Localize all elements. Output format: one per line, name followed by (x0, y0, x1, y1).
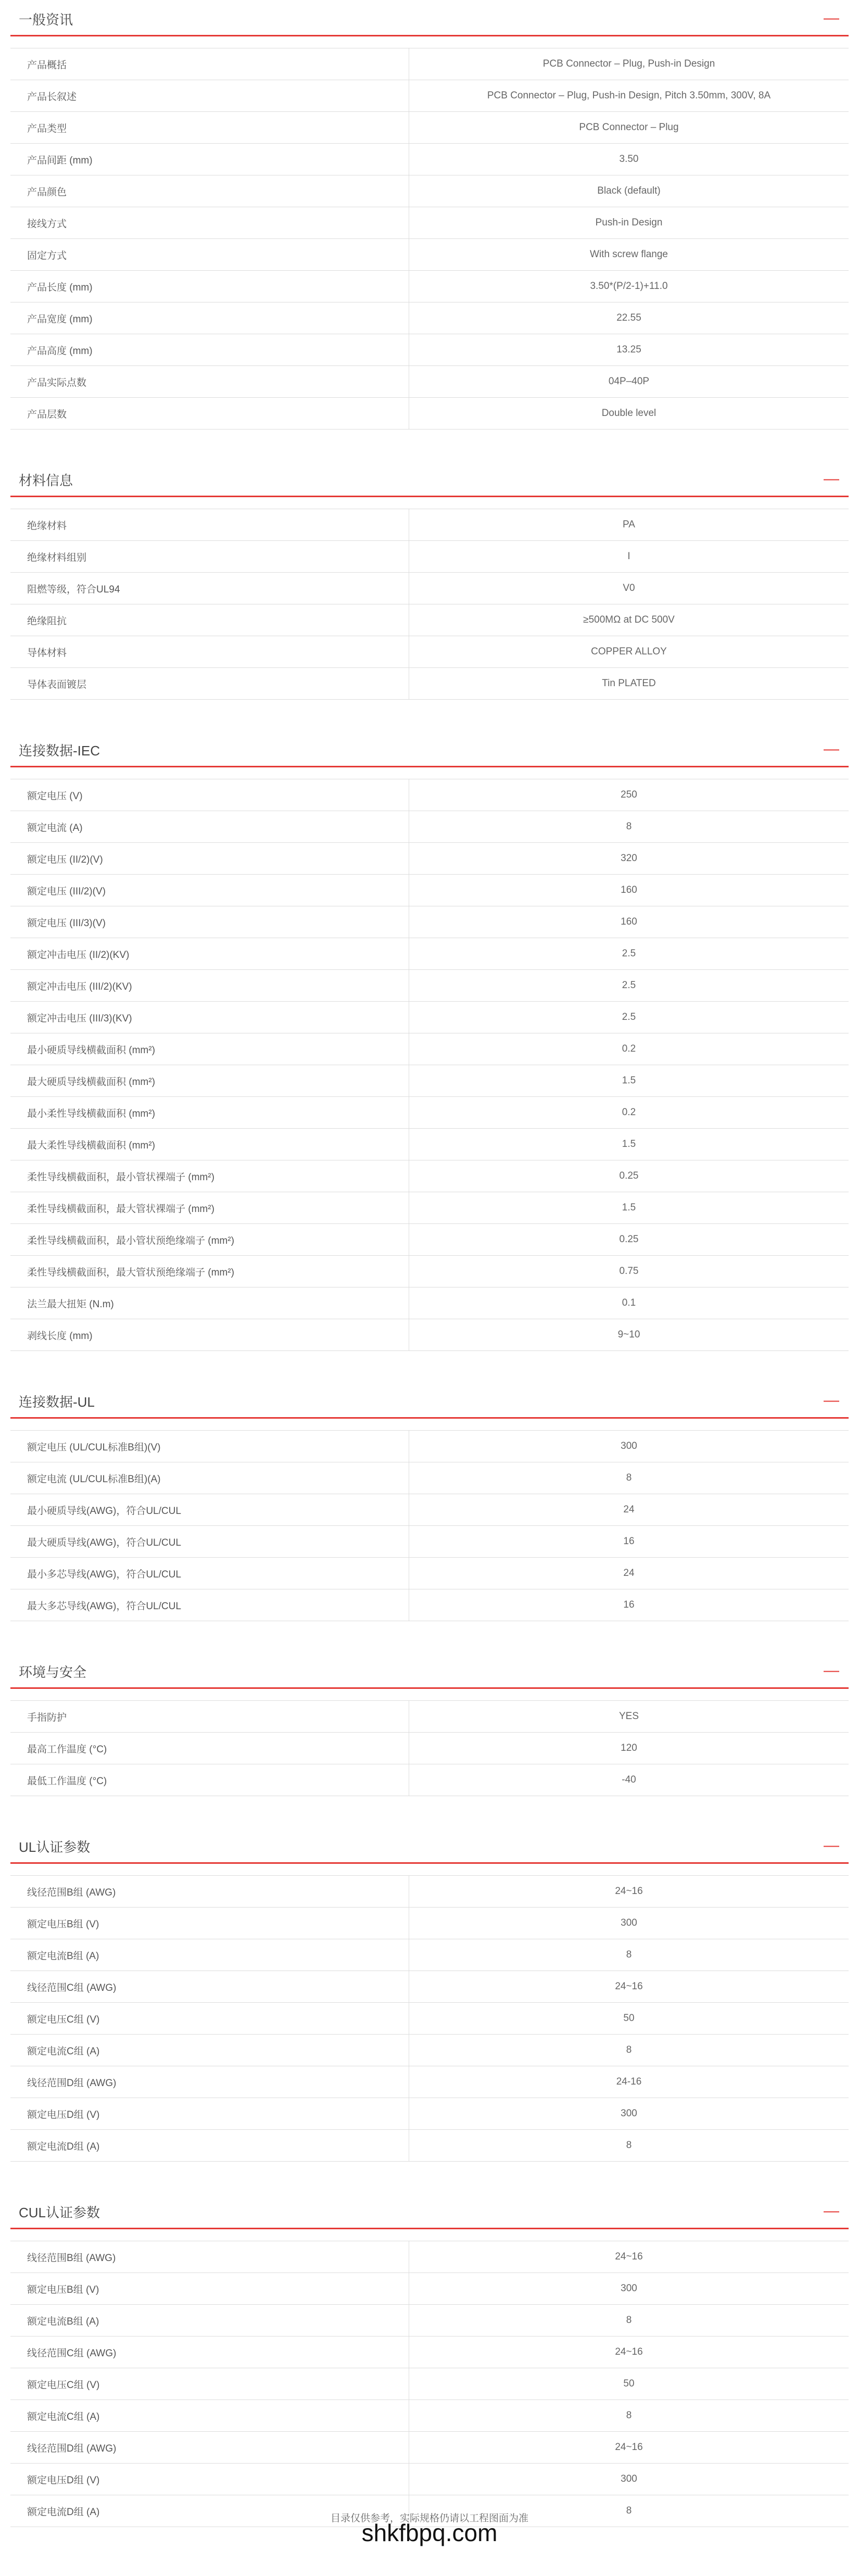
table-row (10, 1192, 849, 1224)
section-spacer (0, 700, 859, 731)
spec-value: 0.1 (622, 1297, 636, 1308)
spec-label: 额定冲击电压 (III/3)(KV) (10, 1002, 409, 1033)
spec-label: 产品层数 (10, 398, 409, 429)
spec-value: 2.5 (622, 980, 636, 991)
spec-label: 线径范围B组 (AWG) (10, 2241, 409, 2272)
spec-value: 8 (626, 2410, 632, 2421)
table-row (10, 2400, 849, 2432)
table-row (10, 668, 849, 700)
spec-table (10, 509, 849, 700)
section-spacer (0, 1796, 859, 1827)
site-watermark: shkfbpq.com (361, 2519, 498, 2546)
collapse-icon[interactable]: — (824, 9, 839, 27)
spec-label: 最低工作温度 (°C) (10, 1764, 409, 1796)
spec-label: 接线方式 (10, 207, 409, 238)
table-row (10, 2464, 849, 2495)
spec-table (10, 1430, 849, 1621)
spec-value: 300 (621, 1441, 637, 1451)
spec-value: 8 (626, 821, 632, 832)
spec-value: 16 (623, 1599, 635, 1610)
table-row (10, 1319, 849, 1351)
spec-value: 8 (626, 2044, 632, 2055)
spec-table (10, 2241, 849, 2527)
section-title: 环境与安全 (19, 1664, 87, 1680)
spec-label: 额定电流B组 (A) (10, 2305, 409, 2336)
table-row (10, 541, 849, 573)
spec-value: 24-16 (616, 2076, 642, 2087)
table-row (10, 2241, 849, 2273)
footer-disclaimer: 目录仅供参考，实际规格仍请以工程图面为准 (330, 2513, 528, 2524)
spec-label: 固定方式 (10, 239, 409, 270)
spec-label: 额定电压 (III/3)(V) (10, 906, 409, 938)
table-row (10, 2003, 849, 2035)
spec-value: 3.50 (619, 154, 639, 165)
spec-label: 最大多芯导线(AWG)，符合UL/CUL (10, 1589, 409, 1621)
spec-value: -40 (622, 1774, 636, 1785)
table-row (10, 1876, 849, 1908)
spec-label: 额定电压B组 (V) (10, 2273, 409, 2304)
table-row (10, 1462, 849, 1494)
spec-label: 产品宽度 (mm) (10, 302, 409, 334)
spec-label: 绝缘阻抗 (10, 604, 409, 636)
table-row (10, 2066, 849, 2098)
collapse-icon[interactable]: — (824, 1392, 839, 1409)
spec-section (10, 1827, 849, 2162)
spec-label: 柔性导线横截面积，最大管状预绝缘端子 (mm²) (10, 1256, 409, 1287)
table-row (10, 1160, 849, 1192)
collapse-icon[interactable]: — (824, 2202, 839, 2219)
section-title: 连接数据-IEC (19, 743, 100, 759)
table-row (10, 175, 849, 207)
section-spacer (0, 1351, 859, 1382)
spec-value: 1.5 (622, 1139, 636, 1150)
spec-value: 8 (626, 2315, 632, 2326)
spec-table (10, 48, 849, 430)
spec-value: 250 (621, 789, 637, 800)
spec-label: 产品长叙述 (10, 80, 409, 111)
spec-label: 额定冲击电压 (II/2)(KV) (10, 938, 409, 969)
spec-label: 产品长度 (mm) (10, 271, 409, 302)
spec-value: 8 (626, 1949, 632, 1960)
table-row (10, 779, 849, 811)
section-header[interactable] (10, 0, 849, 36)
spec-label: 产品概括 (10, 48, 409, 80)
spec-label: 产品颜色 (10, 175, 409, 207)
table-row (10, 2035, 849, 2066)
spec-label: 最高工作温度 (°C) (10, 1733, 409, 1764)
spec-label: 最小硬质导线(AWG)，符合UL/CUL (10, 1494, 409, 1525)
spec-value: 160 (621, 885, 637, 895)
spec-value: 1.5 (622, 1075, 636, 1086)
spec-value: COPPER ALLOY (591, 646, 667, 657)
table-row (10, 1526, 849, 1558)
spec-label: 额定电流D组 (A) (10, 2130, 409, 2161)
spec-label: 最小硬质导线横截面积 (mm²) (10, 1033, 409, 1065)
spec-label: 额定电流C组 (A) (10, 2035, 409, 2066)
spec-section (10, 1382, 849, 1621)
spec-label: 产品高度 (mm) (10, 334, 409, 365)
spec-label: 额定电压 (UL/CUL标准B组)(V) (10, 1431, 409, 1462)
spec-value: 8 (626, 2140, 632, 2151)
spec-value: 8 (626, 1472, 632, 1483)
table-row (10, 1733, 849, 1764)
table-row (10, 239, 849, 271)
spec-value: 13.25 (616, 344, 641, 355)
spec-label: 额定电压C组 (V) (10, 2003, 409, 2034)
spec-label: 最小柔性导线横截面积 (mm²) (10, 1097, 409, 1128)
spec-label: 产品间距 (mm) (10, 144, 409, 175)
spec-value: 0.2 (622, 1043, 636, 1054)
table-row (10, 811, 849, 843)
spec-section (10, 461, 849, 700)
spec-label: 产品类型 (10, 112, 409, 143)
table-row (10, 1033, 849, 1065)
spec-label: 额定电压 (II/2)(V) (10, 843, 409, 874)
spec-label: 最大硬质导线(AWG)，符合UL/CUL (10, 1526, 409, 1557)
table-row (10, 366, 849, 398)
spec-value: 300 (621, 2283, 637, 2294)
section-spacer (0, 1621, 859, 1652)
spec-label: 最大硬质导线横截面积 (mm²) (10, 1065, 409, 1096)
spec-label: 额定电压 (V) (10, 779, 409, 811)
spec-value: 50 (623, 2013, 635, 2024)
spec-label: 法兰最大扭矩 (N.m) (10, 1287, 409, 1319)
table-row (10, 1908, 849, 1939)
section-title: UL认证参数 (19, 1839, 91, 1855)
section-header[interactable] (10, 1652, 849, 1689)
spec-label: 手指防护 (10, 1701, 409, 1732)
spec-label: 绝缘材料 (10, 509, 409, 540)
table-row (10, 1971, 849, 2003)
spec-value: 3.50*(P/2-1)+11.0 (590, 281, 668, 292)
table-row (10, 271, 849, 302)
spec-value: Double level (601, 408, 656, 419)
table-row (10, 875, 849, 906)
spec-section (10, 1652, 849, 1796)
table-row (10, 636, 849, 668)
spec-value: 300 (621, 2108, 637, 2119)
spec-value: 24 (623, 1568, 635, 1579)
section-title: 一般资讯 (19, 12, 73, 28)
table-row (10, 2098, 849, 2130)
spec-value: PA (623, 519, 635, 530)
table-row (10, 1431, 849, 1462)
section-title: 材料信息 (19, 473, 73, 488)
spec-label: 最大柔性导线横截面积 (mm²) (10, 1129, 409, 1160)
spec-label: 额定电压C组 (V) (10, 2368, 409, 2400)
table-row (10, 334, 849, 366)
spec-table (10, 1700, 849, 1796)
table-row (10, 398, 849, 430)
spec-label: 额定电流 (UL/CUL标准B组)(A) (10, 1462, 409, 1494)
spec-value: 8 (626, 2505, 632, 2516)
spec-value: PCB Connector – Plug (579, 122, 679, 133)
table-row (10, 938, 849, 970)
spec-section (10, 731, 849, 1351)
collapse-icon[interactable]: — (824, 470, 839, 487)
table-row (10, 1589, 849, 1621)
table-row (10, 509, 849, 541)
spec-value: 50 (623, 2378, 635, 2389)
table-row (10, 112, 849, 144)
table-row (10, 1097, 849, 1129)
spec-value: PCB Connector – Plug, Push-in Design, Pitch 3.50mm, 300V, 8A (487, 90, 771, 101)
spec-value: 24~16 (615, 2442, 643, 2453)
table-row (10, 1764, 849, 1796)
section-header[interactable] (10, 1382, 849, 1419)
spec-value: 1.5 (622, 1202, 636, 1213)
table-row (10, 604, 849, 636)
spec-label: 额定电流B组 (A) (10, 1939, 409, 1971)
spec-value: 320 (621, 853, 637, 864)
section-header[interactable] (10, 2193, 849, 2229)
table-row (10, 573, 849, 604)
spec-label: 额定电压 (III/2)(V) (10, 875, 409, 906)
spec-label: 额定电流 (A) (10, 811, 409, 842)
spec-table (10, 1875, 849, 2162)
table-row (10, 1287, 849, 1319)
spec-section (10, 2193, 849, 2527)
spec-value: ≥500MΩ at DC 500V (583, 614, 675, 625)
spec-value: YES (618, 1711, 639, 1722)
table-row (10, 1065, 849, 1097)
spec-label: 最小多芯导线(AWG)，符合UL/CUL (10, 1558, 409, 1589)
spec-label: 导体表面镀层 (10, 668, 409, 699)
table-row (10, 1129, 849, 1160)
spec-label: 产品实际点数 (10, 366, 409, 397)
spec-value: 16 (623, 1536, 635, 1547)
spec-value: With screw flange (590, 249, 668, 260)
spec-value: 24~16 (615, 2346, 643, 2357)
table-row (10, 1701, 849, 1733)
section-spacer (0, 2162, 859, 2193)
table-row (10, 1939, 849, 1971)
spec-value: 0.25 (619, 1234, 639, 1245)
table-row (10, 906, 849, 938)
table-row (10, 970, 849, 1002)
spec-section (10, 0, 849, 430)
spec-label: 柔性导线横截面积，最小管状预绝缘端子 (mm²) (10, 1224, 409, 1255)
spec-value: Tin PLATED (602, 678, 656, 689)
spec-value: 24~16 (615, 1981, 643, 1992)
collapse-icon[interactable]: — (824, 740, 839, 757)
spec-value: Black (default) (597, 185, 661, 196)
table-row (10, 144, 849, 175)
table-row (10, 1256, 849, 1287)
spec-label: 额定电压D组 (V) (10, 2098, 409, 2129)
spec-value: V0 (623, 583, 635, 594)
collapse-icon[interactable]: — (824, 1837, 839, 1854)
spec-value: 0.25 (619, 1170, 639, 1181)
table-row (10, 2273, 849, 2305)
table-row (10, 2432, 849, 2464)
spec-label: 剥线长度 (mm) (10, 1319, 409, 1350)
spec-value: I (627, 551, 630, 562)
spec-value: 300 (621, 2473, 637, 2484)
spec-value: PCB Connector – Plug, Push-in Design (542, 58, 715, 69)
table-row (10, 843, 849, 875)
spec-value: 2.5 (622, 948, 636, 959)
spec-value: 120 (621, 1742, 637, 1753)
spec-label: 线径范围D组 (AWG) (10, 2432, 409, 2463)
section-header[interactable] (10, 731, 849, 767)
table-row (10, 2337, 849, 2368)
spec-label: 柔性导线横截面积，最大管状裸端子 (mm²) (10, 1192, 409, 1223)
table-row (10, 80, 849, 112)
spec-label: 额定电压D组 (V) (10, 2464, 409, 2495)
table-row (10, 1494, 849, 1526)
spec-value: 24~16 (615, 2251, 643, 2262)
collapse-icon[interactable]: — (824, 1662, 839, 1679)
spec-label: 线径范围C组 (AWG) (10, 1971, 409, 2002)
spec-table (10, 779, 849, 1351)
spec-value: 22.55 (616, 312, 641, 323)
spec-label: 额定电流D组 (A) (10, 2495, 409, 2527)
table-row (10, 2305, 849, 2337)
table-row (10, 302, 849, 334)
table-row (10, 1002, 849, 1033)
section-header[interactable] (10, 461, 849, 497)
spec-label: 导体材料 (10, 636, 409, 667)
spec-value: Push-in Design (595, 217, 663, 228)
table-row (10, 1224, 849, 1256)
spec-value: 160 (621, 916, 637, 927)
spec-label: 绝缘材料组别 (10, 541, 409, 572)
section-spacer (0, 430, 859, 461)
spec-value: 04P–40P (608, 376, 650, 387)
spec-value: 9~10 (617, 1329, 640, 1340)
spec-value: 24~16 (615, 1886, 643, 1897)
table-row (10, 2368, 849, 2400)
spec-value: 2.5 (622, 1012, 636, 1022)
spec-label: 额定电压B组 (V) (10, 1908, 409, 1939)
table-row (10, 1558, 849, 1589)
spec-label: 额定电流C组 (A) (10, 2400, 409, 2431)
spec-value: 300 (621, 1917, 637, 1928)
section-title: 连接数据-UL (19, 1394, 95, 1410)
table-row (10, 2130, 849, 2162)
table-row (10, 207, 849, 239)
spec-label: 阻燃等级，符合UL94 (10, 573, 409, 604)
spec-value: 0.75 (619, 1266, 639, 1277)
spec-label: 线径范围B组 (AWG) (10, 1876, 409, 1907)
spec-label: 线径范围D组 (AWG) (10, 2066, 409, 2098)
spec-label: 额定冲击电压 (III/2)(KV) (10, 970, 409, 1001)
spec-value: 24 (623, 1504, 635, 1515)
spec-label: 线径范围C组 (AWG) (10, 2337, 409, 2368)
table-row (10, 48, 849, 80)
spec-value: 0.2 (622, 1107, 636, 1118)
section-title: CUL认证参数 (19, 2205, 100, 2220)
spec-label: 柔性导线横截面积，最小管状裸端子 (mm²) (10, 1160, 409, 1192)
section-header[interactable] (10, 1827, 849, 1864)
